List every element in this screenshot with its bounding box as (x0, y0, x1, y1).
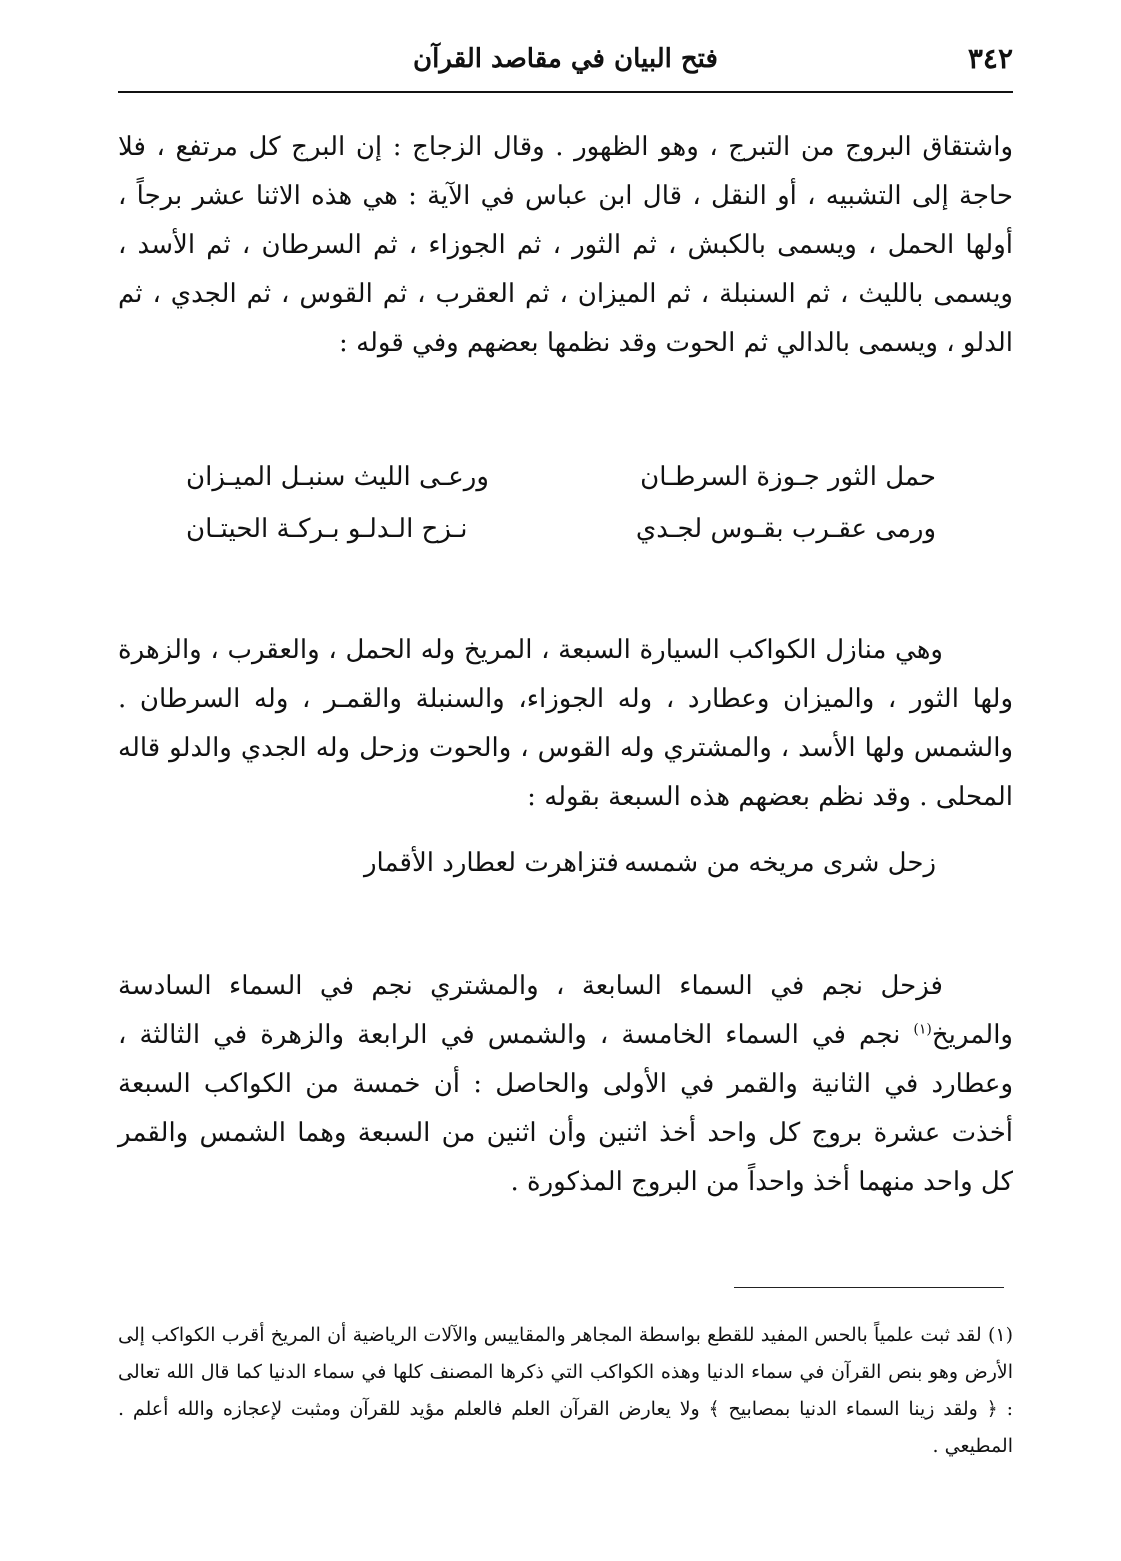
poem-planets (186, 848, 936, 900)
paragraph-text: نجم في السماء الخامسة ، والشمس في الرابعة والزهرة في الثالثة ، وعطارد في الثانية والقمر في الأولى والحاصل : أن خمسة من الكواكب السبعة أخذت عشرة بروج كل واحد أخذ اثنين وأن اثنين من السبعة وهما الشمس والقمر كل واحد منهما أخذ واحداً من البروج المذكورة . (118, 1020, 1013, 1197)
poem-hemistich-second: ورعـى الليث سنبـل الميـزان (186, 462, 489, 492)
footnote (118, 1317, 1013, 1465)
header-divider (118, 91, 1013, 93)
page-number: ٣٤٢ (967, 42, 1013, 75)
poem-hemistich-first: زحل شرى مريخه من شمسه (624, 848, 936, 878)
body-paragraph-1: واشتقاق البروج من التبرج ، وهو الظهور . وقال الزجاج : إن البرج كل مرتفع ، فلا حاجة إلى التشبيه ، أو النقل ، قال ابن عباس في الآية : هي هذه الاثنا عشر برجاً ، أولها الحمل ، ويسمى بالكبش ، ثم الثور ، ثم الجوزاء ، ثم السرطان ، ثم الأسد ، ويسمى بالليث ، ثم السنبلة ، ثم الميزان ، ثم العقرب ، ثم القوس ، ثم الجدي ، ثم الدلو ، ويسمى بالدالي ثم الحوت وقد نظمها بعضهم وفي قوله : (118, 132, 1014, 358)
poem-hemistich-second: فتزاهرت لعطارد الأقمار (364, 848, 619, 878)
body-paragraph-3 (118, 962, 1013, 1207)
footnote-marker[interactable]: (١) (913, 1021, 932, 1038)
footnote-number: (١) (987, 1324, 1013, 1346)
poem-hemistich-first: حمل الثور جـوزة السرطـان (640, 462, 936, 492)
page-header (118, 36, 1013, 90)
poem-zodiac (186, 462, 936, 566)
poem-line (186, 848, 936, 900)
poem-line (186, 462, 936, 514)
poem-line (186, 514, 936, 566)
running-title: فتح البيان في مقاصد القرآن (413, 44, 718, 74)
body-paragraph-2: وهي منازل الكواكب السيارة السبعة ، المريخ وله الحمل ، والعقرب ، والزهرة ولها الثور ، والميزان وعطارد ، وله الجوزاء، والسنبلة والقمـر ، وله السرطان . والشمس ولها الأسد ، والمشتري وله القوس ، والحوت وزحل وله الجدي والدلو قاله المحلى . وقد نظم بعضهم هذه السبعة بقوله : (118, 635, 1013, 812)
poem-hemistich-first: ورمى عقـرب بقـوس لجـدي (635, 514, 936, 544)
footnote-text: لقد ثبت علمياً بالحس المفيد للقطع بواسطة المجاهر والمقاييس والآلات الرياضية أن المريخ أقرب الكواكب إلى الأرض وهو بنص القرآن في سماء الدنيا وهذه الكواكب التي ذكرها المصنف كلها في سماء الدنيا كما قال الله تعالى : ﴿ ولقد زينا السماء الدنيا بمصابيح ﴾ ولا يعارض القرآن العلم فالعلم مؤيد للقرآن ومثبت لإعجازه والله أعلم . المطيعي . (118, 1324, 1013, 1457)
paragraph-text: فزحل نجم في السماء السابعة ، والمشتري نجم في السماء السادسة والمريخ (118, 971, 1013, 1050)
poem-hemistich-second: نـزح الـدلـو بـركـة الحيتـان (186, 514, 468, 544)
footnote-divider (734, 1287, 1004, 1288)
